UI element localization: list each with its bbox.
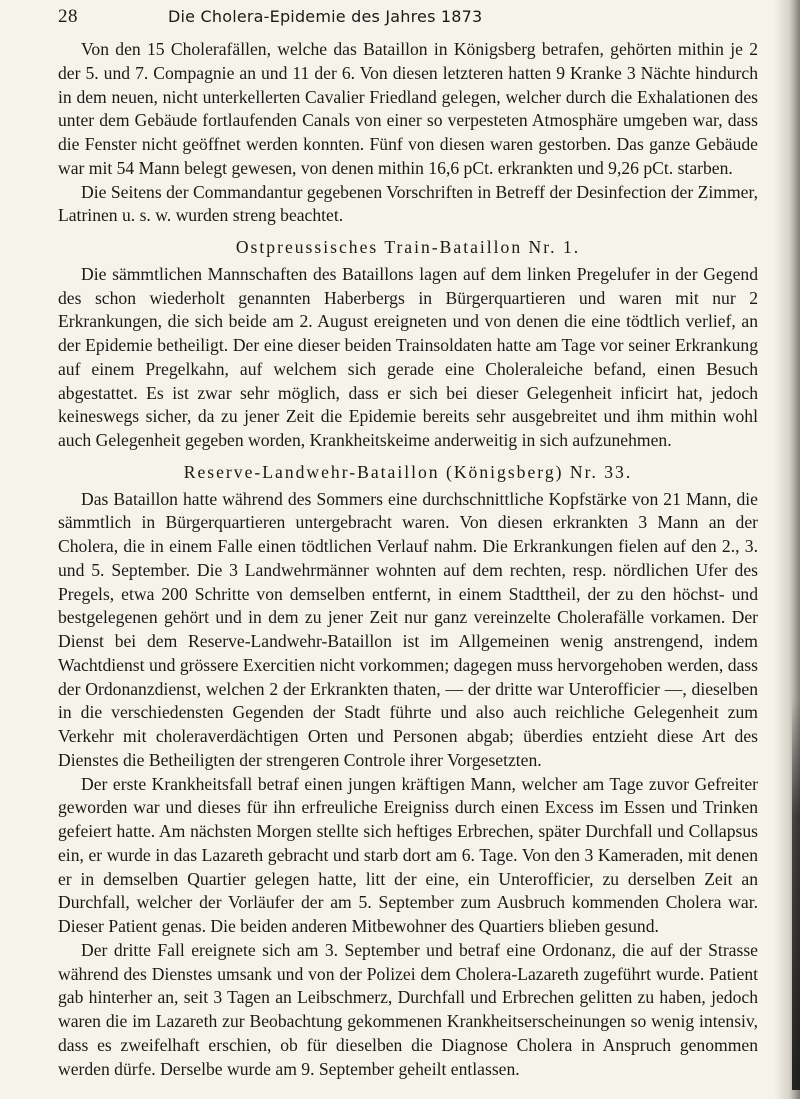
section-heading: Ostpreussisches Train-Bataillon Nr. 1.: [235, 237, 581, 257]
page-edge-mark: [792, 700, 800, 1090]
paragraph: Der dritte Fall ereignete sich am 3. September und betraf eine Ordonanz, die auf der Strasse während des Dienstes umsank und von der Polizei dem Cholera-Lazareth zugeführt wurde. Patient gab hinterher an, seit 3 Tagen an Leibschmerz, Durchfall und Erbrechen gelitten zu haben, jedoch waren die im Lazareth zur Beobachtung gekommenen Krankheitserscheinungen so wenig intensiv, dass es zweifelhaft erschien, ob für dieselben die Diagnose Cholera in Anspruch genommen werden dürfe. Derselbe wurde am 9. September geheilt entlassen.: [58, 939, 758, 1079]
page-header: [58, 6, 758, 30]
paragraph: Die Seitens der Commandantur gegebenen Vorschriften in Betreff der Desinfection der Zimmer, Latrinen u. s. w. wurden streng beachtet.: [58, 181, 758, 226]
running-head: Die Cholera-Epidemie des Jahres 1873: [168, 7, 483, 26]
paragraph: Der erste Krankheitsfall betraf einen jungen kräftigen Mann, welcher am Tage zuvor Gefreiter geworden war und dieses für ihn erfreuliche Ereigniss durch einen Excess im Essen und Trinken gefeiert hatte. Am nächsten Morgen stellte sich heftiges Erbrechen, später Durchfall und Collapsus ein, er wurde in das Lazareth gebracht und starb dort am 6. Tage. Von den 3 Kameraden, mit denen er in demselben Quartier gelegen hatte, litt der eine, ein Unterofficier, zu derselben Zeit an Durchfall, welcher der Vorläufer der am 5. September zum Ausbruch kommenden Cholera war. Dieser Patient genas. Die beiden anderen Mitbewohner des Quartiers blieben gesund.: [58, 773, 758, 936]
paragraph: Von den 15 Cholerafällen, welche das Bataillon in Königsberg betrafen, gehörten mithin je 2 der 5. und 7. Compagnie an und 11 der 6. Von diesen letzteren hatten 9 Kranke 3 Nächte hindurch in dem neuen, nicht unterkellerten Cavalier Friedland gelegen, welcher durch die Exhalationen des unter dem Gebäude fortlaufenden Canals von einer so verpesteten Atmosphäre umgeben war, dass die Fenster nicht geöffnet werden konnten. Fünf von diesen waren gestorben. Das ganze Gebäude war mit 54 Mann belegt gewesen, von denen mithin 16,6 pCt. erkrankten und 9,26 pCt. starben.: [58, 39, 758, 178]
paragraph: Das Bataillon hatte während des Sommers eine durchschnittliche Kopfstärke von 21 Mann, die sämmtlich in Bürgerquartieren untergebracht waren. Von diesen erkrankten 3 Mann an der Cholera, die in einem Falle einen tödtlichen Verlauf nahm. Die Erkrankungen fielen auf den 2., 3. und 5. September. Die 3 Landwehrmänner wohnten auf dem rechten, resp. nördlichen Ufer des Pregels, etwa 200 Schritte von demselben entfernt, in einem Stadttheil, der zu den höchst- und bestgelegenen gehört und in dem zu jener Zeit nur ganz vereinzelte Cholerafälle vorkamen. Der Dienst bei dem Reserve-Landwehr-Bataillon ist im Allgemeinen wenig anstrengend, indem Wachtdienst und grössere Exercitien nicht vorkommen; dagegen muss hervorgehoben werden, dass der Ordonanzdienst, welchen 2 der Erkrankten thaten, — der dritte war Unterofficier —, dieselben in die verschiedensten Gegenden der Stadt führte und also auch reichliche Gelegenheit zum Verkehr mit choleraverdächtigen Orten und Personen abgab; überdies entzieht diese Art des Dienstes die Betheiligten der strengeren Controle ihrer Vorgesetzten.: [58, 488, 758, 770]
page-number: 28: [58, 6, 78, 27]
body-text: [58, 38, 758, 1081]
section-heading: Reserve-Landwehr-Bataillon (Königsberg) Nr. 33.: [183, 461, 633, 482]
paragraph: Die sämmtlichen Mannschaften des Bataillons lagen auf dem linken Pregelufer in der Gegend des schon wiederholt genannten Haberbergs in Bürgerquartieren und waren mit nur 2 Erkrankungen, die sich beide am 2. August ereigneten und von denen die eine tödtlich verlief, an der Epidemie betheiligt. Der eine dieser beiden Trainsoldaten hatte am Tage vor seiner Erkrankung auf einem Pregelkahn, auf welchem sich gerade eine Choleraleiche befand, einen Besuch abgestattet. Es ist zwar sehr möglich, dass er sich bei dieser Gelegenheit inficirt hat, jedoch keineswegs sicher, da zu jener Zeit die Epidemie bereits sehr ausgebreitet und ihm mithin wohl auch Gelegenheit gegeben worden, Krankheitskeime anderweitig in sich aufzunehmen.: [58, 263, 758, 450]
